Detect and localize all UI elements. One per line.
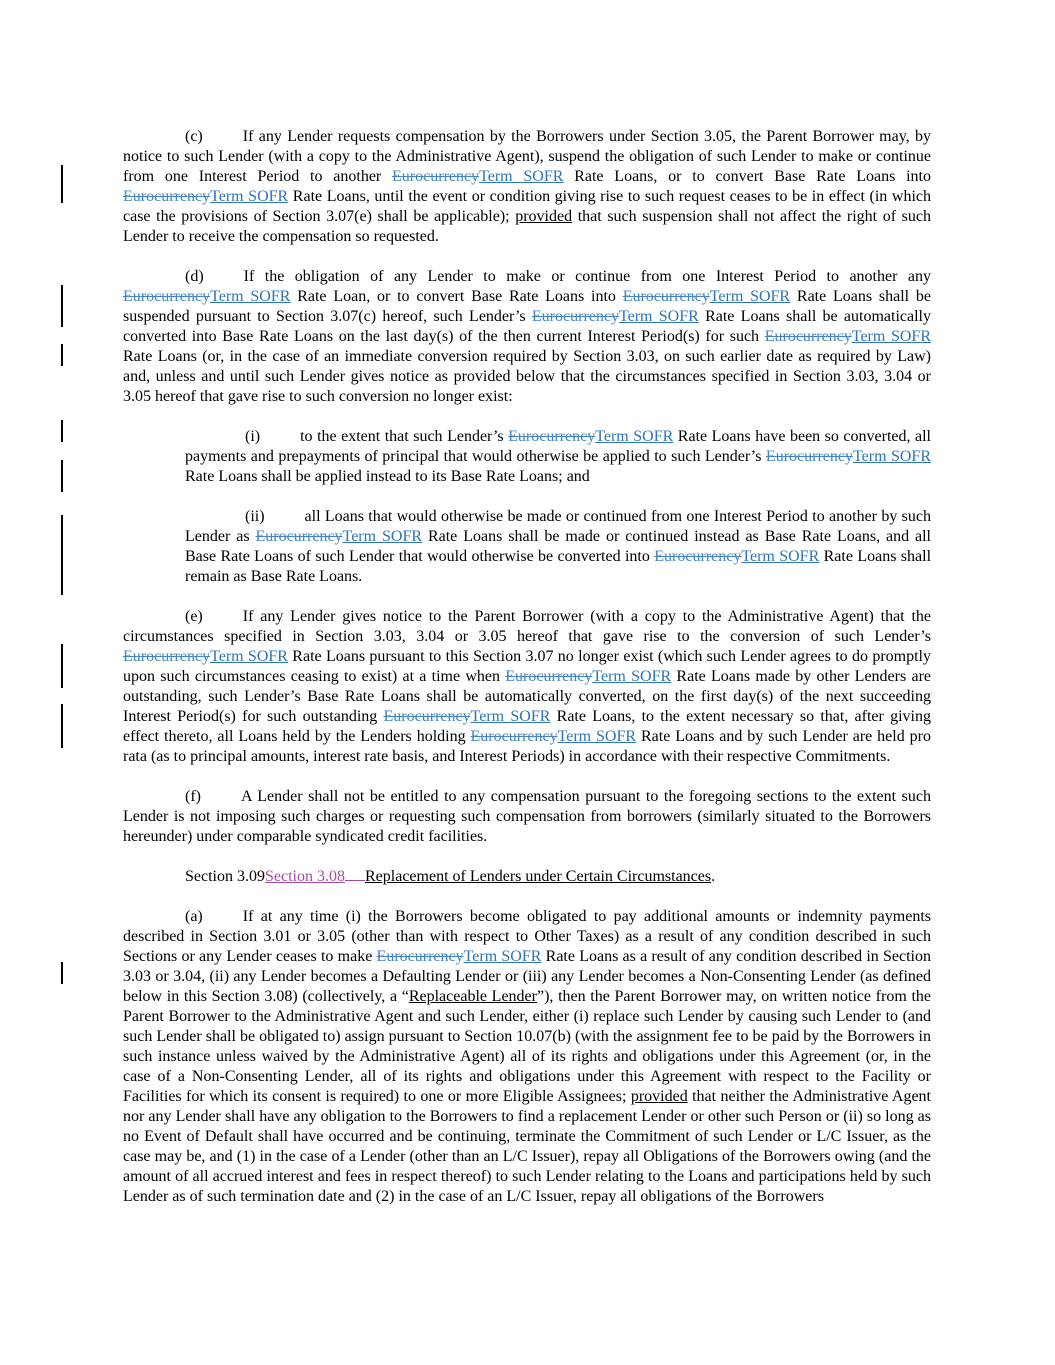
text-run: Rate Loans (or, in the case of an immediate conversion required by Section 3.03, on such earlier date as required by Law) and, unless and until such Lender gives notice as provided below that the circumstances specified in Section 3.03, 3.04 or 3.05 hereof that gave rise to such conversion no longer exist: — [123, 348, 931, 405]
change-bar — [61, 285, 63, 327]
inserted-text: Term SOFR — [470, 708, 551, 725]
underlined-text: provided — [630, 1088, 688, 1105]
inserted-text: Term SOFR — [852, 448, 931, 465]
text-run: Rate Loans shall be automatically converted into Base Rate Loans on the last day(s) of the then current Interest Period(s) for such — [123, 308, 931, 345]
text-run: to the extent that such Lender’s — [300, 428, 509, 445]
deleted-text: Eurocurrency — [383, 708, 471, 725]
inserted-text: Term SOFR — [210, 188, 289, 205]
deleted-text: Eurocurrency — [622, 288, 710, 305]
text-run: If the obligation of any Lender to make or continue from one Interest Period to another any — [243, 268, 931, 285]
deleted-text: Eurocurrency — [123, 288, 211, 305]
underline-gap — [345, 880, 365, 881]
text-run: Rate Loans pursuant to this Section 3.07 no longer exist (which such Lender agrees to do promptly upon such circumstances ceasing to exist) at a time when — [123, 648, 932, 685]
text-run: If any Lender gives notice to the Parent Borrower (with a copy to the Administrative Agent) that the circumstances specified in Section 3.03, 3.04 or 3.05 hereof that gave rise to the conversion of such Lender’s — [123, 608, 931, 645]
text-run: Rate Loans as a result of any condition described in Section 3.03 or 3.04, (ii) any Lender becomes a Defaulting Lender or (iii) any Lender becomes a Non-Consenting Lender (as defined below in this Section 3.08) (collectively, a “ — [123, 948, 931, 1005]
paragraph-e — [123, 607, 931, 767]
inserted-text: Term SOFR — [592, 668, 672, 685]
text-run: Section 3.09 — [185, 868, 265, 885]
paragraph-f — [123, 787, 931, 847]
text-block — [123, 127, 931, 1227]
change-bar — [61, 460, 63, 492]
deleted-text: Eurocurrency — [123, 188, 211, 205]
text-run: (a) — [185, 908, 203, 925]
section-heading — [123, 867, 931, 887]
text-run: that such suspension shall not affect the right of such Lender to receive the compensation so requested. — [123, 208, 932, 245]
deleted-text: Eurocurrency — [764, 328, 852, 345]
change-bar — [61, 420, 63, 442]
inserted-text: Term SOFR — [595, 428, 674, 445]
text-run: Rate Loans shall be applied instead to its Base Rate Loans; and — [185, 468, 590, 485]
text-run: (i) — [245, 428, 261, 445]
text-run: that neither the Administrative Agent nor any Lender shall have any obligation to the Borrowers to find a replacement Lender or other such Person or (ii) so long as no Event of Default shall have occurred and be continuing, terminate the Commitment of such Lender or L/C Issuer, as the case may be, and (1) in the case of a Lender (other than an L/C Issuer), repay all Obligations of the Borrowers owing (and the amount of all accrued interest and fees in respect thereof) to such Lender relating to the Loans and participations held by such Lender as of such termination date and (2) in the case of an L/C Issuer, repay all obligations of the Borrowers — [123, 1088, 932, 1205]
text-run: (e) — [185, 608, 203, 625]
text-run: Rate Loans made by other Lenders are outstanding, such Lender’s Base Rate Loans shall be automatically converted, on the first day(s) of the next succeeding Interest Period(s) for such outstanding — [123, 668, 932, 725]
deleted-text: Eurocurrency — [123, 648, 211, 665]
inserted-text: Term SOFR — [741, 548, 820, 565]
paragraph-i — [185, 427, 931, 487]
text-run: Rate Loans, or to convert Base Rate Loans into — [563, 168, 932, 185]
deleted-text: Eurocurrency — [508, 428, 596, 445]
section-inserted-text: Section 3.08 — [265, 868, 345, 885]
change-bar — [61, 165, 63, 203]
underlined-text: provided — [515, 208, 573, 225]
deleted-text: Eurocurrency — [392, 168, 480, 185]
paragraph-c — [123, 127, 931, 247]
inserted-text: Term SOFR — [557, 728, 637, 745]
underlined-text: Replacement of Lenders under Certain Circumstances — [365, 868, 712, 885]
inserted-text: Term SOFR — [210, 648, 288, 665]
text-run: Rate Loans, until the event or condition giving rise to such request ceases to be in effect (in which case the provisions of Section 3.07(e) shall be applicable); — [123, 188, 932, 225]
inserted-text: Term SOFR — [709, 288, 791, 305]
text-run: If at any time (i) the Borrowers become obligated to pay additional amounts or indemnity payments described in Section 3.01 or 3.05 (other than with respect to Other Taxes) as a result of any condition described in such Sections or any Lender ceases to make — [123, 908, 931, 965]
text-run: Rate Loans and by such Lender are held pro rata (as to principal amounts, interest rate basis, and Interest Periods) in accordance with their respective Commitments. — [123, 728, 931, 765]
change-bar — [61, 344, 63, 366]
text-run: Rate Loans, to the extent necessary so that, after giving effect thereto, all Loans held by the Lenders holding — [123, 708, 932, 745]
change-bar — [61, 644, 63, 688]
change-bar — [61, 515, 63, 595]
inserted-text: Term SOFR — [618, 308, 699, 325]
deleted-text: Eurocurrency — [505, 668, 593, 685]
text-run: ”), then the Parent Borrower may, on written notice from the Parent Borrower to the Administrative Agent and such Lender, either (i) replace such Lender by causing such Lender to (and such Lender shall be obligated to) assign pursuant to Section 10.07(b) (with the assignment fee to be paid by the Borrowers in such instance unless waived by the Administrative Agent) all of its rights and obligations under this Agreement (or, in the case of a Non-Consenting Lender, all of its rights and obligations under this Agreement with respect to the Facility or Facilities for which its consent is required) to one or more Eligible Assignees; — [123, 988, 932, 1105]
change-bar — [61, 704, 63, 748]
text-run: A Lender shall not be entitled to any compensation pursuant to the foregoing sections to the extent such Lender is not imposing such charges or requesting such compensation from borrowers (similarly situated to the Borrowers hereunder) under comparable syndicated credit facilities. — [123, 788, 931, 845]
text-run: (f) — [185, 788, 201, 805]
deleted-text: Eurocurrency — [470, 728, 558, 745]
deleted-text: Eurocurrency — [531, 308, 619, 325]
text-run: all Loans that would otherwise be made or continued from one Interest Period to another by such Lender as — [185, 508, 931, 545]
deleted-text: Eurocurrency — [765, 448, 853, 465]
text-run: Rate Loans shall be suspended pursuant to Section 3.07(c) hereof, such Lender’s — [123, 288, 932, 325]
deleted-text: Eurocurrency — [376, 948, 464, 965]
paragraph-ii — [185, 507, 931, 587]
paragraph-d — [123, 267, 931, 407]
inserted-text: Term SOFR — [463, 948, 542, 965]
text-run: . — [711, 868, 716, 885]
text-run: (c) — [185, 128, 203, 145]
inserted-text: Term SOFR — [342, 528, 423, 545]
change-bar — [61, 962, 63, 984]
text-run: Rate Loans have been so converted, all payments and prepayments of principal that would otherwise be applied to such Lender’s — [185, 428, 932, 465]
inserted-text: Term SOFR — [851, 328, 931, 345]
deleted-text: Eurocurrency — [255, 528, 343, 545]
text-run: (ii) — [245, 508, 265, 525]
text-run: Rate Loans shall remain as Base Rate Loans. — [185, 548, 932, 585]
text-run: If any Lender requests compensation by the Borrowers under Section 3.05, the Parent Borrower may, by notice to such Lender (with a copy to the Administrative Agent), suspend the obligation of such Lender to make or continue from one Interest Period to another — [123, 128, 931, 185]
text-run: (d) — [185, 268, 204, 285]
underlined-text: Replaceable Lender — [408, 988, 537, 1005]
inserted-text: Term SOFR — [479, 168, 564, 185]
text-run: Rate Loans shall be made or continued instead as Base Rate Loans, and all Base Rate Loans of such Lender that would otherwise be converted into — [185, 528, 932, 565]
inserted-text: Term SOFR — [210, 288, 291, 305]
text-run: Rate Loan, or to convert Base Rate Loans into — [290, 288, 623, 305]
deleted-text: Eurocurrency — [654, 548, 742, 565]
paragraph-a — [123, 907, 931, 1207]
